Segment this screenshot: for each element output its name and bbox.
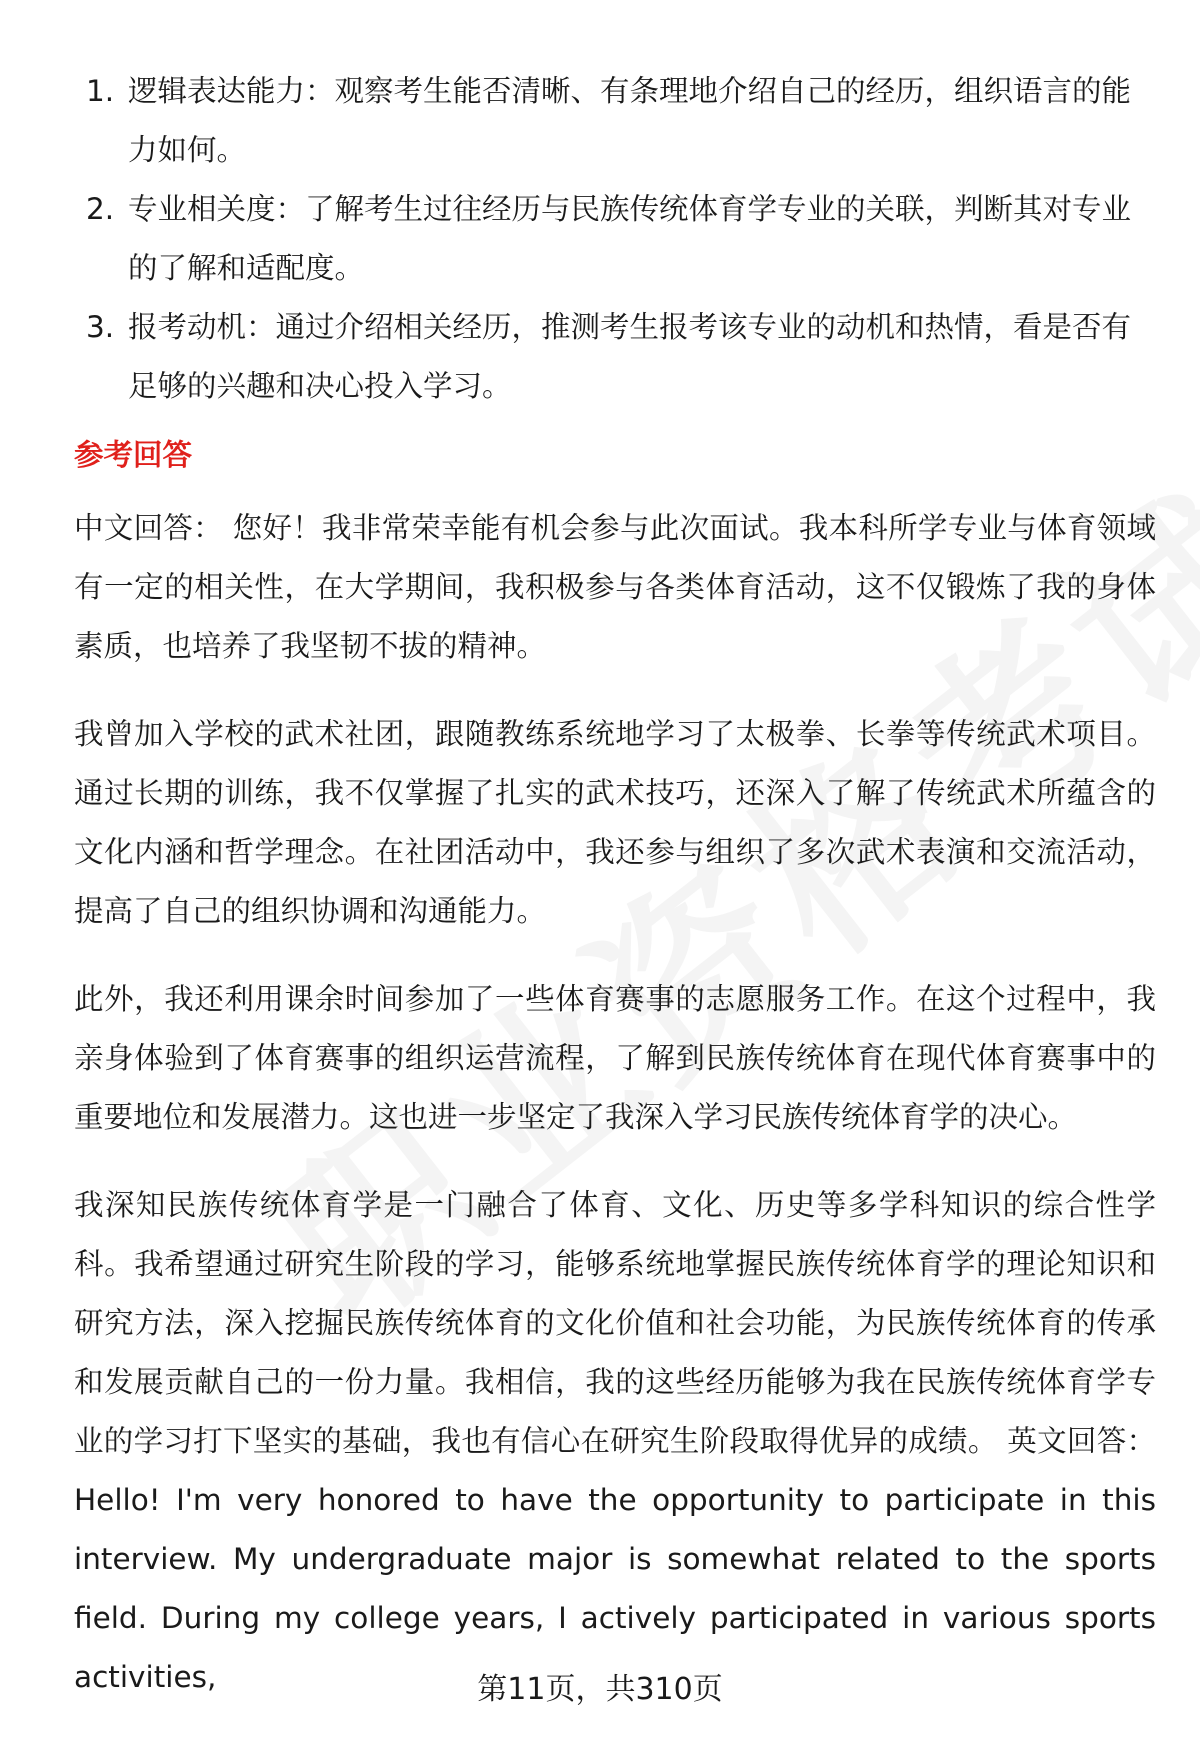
criteria-item (74, 298, 1156, 416)
criteria-text: 逻辑表达能力：观察考生能否清晰、有条理地介绍自己的经历，组织语言的能力如何。 (128, 74, 1132, 167)
page-footer: 第11页，共310页 (477, 1672, 723, 1707)
criteria-text: 报考动机：通过介绍相关经历，推测考生报考该专业的动机和热情，看是否有足够的兴趣和决心投入学习。 (128, 310, 1132, 403)
criteria-item (74, 62, 1156, 180)
criteria-text: 专业相关度：了解考生过往经历与民族传统体育学专业的关联，判断其对专业的了解和适配度。 (128, 192, 1132, 285)
section-title-reference-answer: 参考回答 (74, 438, 193, 472)
criteria-number: 1. (86, 74, 115, 108)
criteria-number: 3. (86, 310, 115, 344)
document-content (74, 62, 1156, 1707)
criteria-number: 2. (86, 192, 115, 226)
criteria-item (74, 180, 1156, 298)
answer-paragraph: 我深知民族传统体育学是一门融合了体育、文化、历史等多学科知识的综合性学科。我希望通过研究生阶段的学习，能够系统地掌握民族传统体育学的理论知识和研究方法，深入挖掘民族传统体育的文化价值和社会功能，为民族传统体育的传承和发展贡献自己的一份力量。我相信，我的这些经历能够为我在民族传统体育学专业的学习打下坚实的基础，我也有信心在研究生阶段取得优异的成绩。 英文回答：Hello! I'm very honored to have the opportunity to participate in this interview. My undergraduate major is somewhat related to the sports field. During my college years, I actively participated in various sports activities, (74, 1188, 1156, 1694)
criteria-list (74, 62, 1156, 416)
answer-paragraph: 中文回答： 您好！我非常荣幸能有机会参与此次面试。我本科所学专业与体育领域有一定的相关性，在大学期间，我积极参与各类体育活动，这不仅锻炼了我的身体素质，也培养了我坚韧不拔的精神。 (74, 511, 1156, 663)
answer-paragraph: 我曾加入学校的武术社团，跟随教练系统地学习了太极拳、长拳等传统武术项目。通过长期的训练，我不仅掌握了扎实的武术技巧，还深入了解了传统武术所蕴含的文化内涵和哲学理念。在社团活动中，我还参与组织了多次武术表演和交流活动，提高了自己的组织协调和沟通能力。 (74, 717, 1156, 928)
answer-paragraph: 此外，我还利用课余时间参加了一些体育赛事的志愿服务工作。在这个过程中，我亲身体验到了体育赛事的组织运营流程，了解到民族传统体育在现代体育赛事中的重要地位和发展潜力。这也进一步坚定了我深入学习民族传统体育学的决心。 (74, 982, 1156, 1134)
